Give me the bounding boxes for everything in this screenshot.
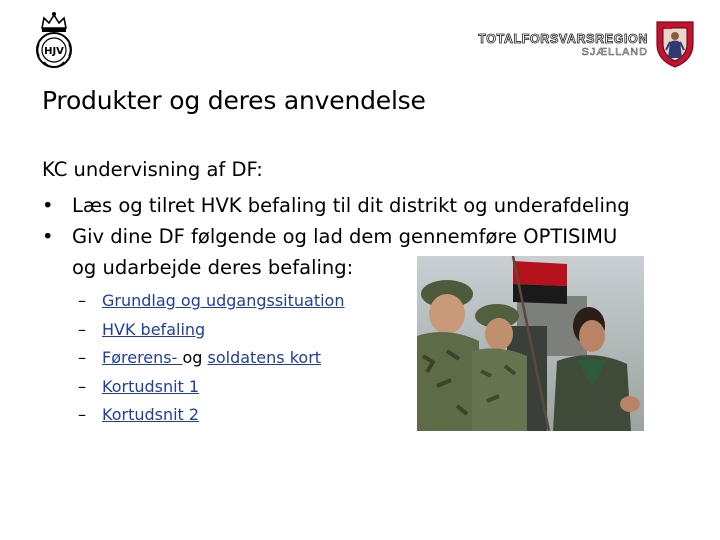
bullet-marker: • <box>42 225 54 248</box>
hjv-logo-text: HJV <box>44 46 64 57</box>
bullet-marker: • <box>42 194 54 217</box>
region-sub: SJÆLLAND <box>581 46 648 58</box>
sub-list <box>78 287 344 430</box>
region-logo <box>478 14 708 72</box>
region-crest-icon <box>654 20 696 68</box>
dash-marker: – <box>78 405 86 424</box>
dash-marker: – <box>78 291 86 310</box>
sub-item <box>78 401 344 430</box>
bullet-text: Giv dine DF følgende og lad dem gennemføre OPTISIMU <box>72 225 618 248</box>
dash-marker: – <box>78 319 86 339</box>
bullet-text-continuation: og udarbejde deres befaling: <box>72 256 354 279</box>
link-grundlag[interactable]: Grundlag og udgangssituation <box>102 291 345 310</box>
slide-title: Produkter og deres anvendelse <box>42 86 426 115</box>
sub-item <box>78 287 344 316</box>
intro-text: KC undervisning af DF: <box>42 158 263 181</box>
link-hvk-befaling[interactable]: HVK befaling <box>102 319 206 339</box>
link-soldatens-kort[interactable]: soldatens kort <box>207 348 322 367</box>
dash-marker: – <box>78 348 86 367</box>
sub-item <box>78 373 344 402</box>
link-forerens[interactable]: Førerens- <box>102 348 183 367</box>
bullet-item <box>42 190 630 221</box>
hjv-crown-emblem-icon <box>30 10 78 70</box>
region-name: TOTALFORSVARSREGION <box>478 32 648 46</box>
link-kortudsnit-2[interactable]: Kortudsnit 2 <box>102 405 200 424</box>
sub-item <box>78 316 344 345</box>
soldiers-photo <box>417 256 644 431</box>
bullet-text: Læs og tilret HVK befaling til dit distrikt og underafdeling <box>72 194 630 217</box>
dash-marker: – <box>78 376 86 396</box>
region-text-block <box>478 32 648 58</box>
connector-text: og <box>182 348 208 367</box>
link-kortudsnit-1[interactable]: Kortudsnit 1 <box>102 376 200 396</box>
sub-item <box>78 344 344 373</box>
